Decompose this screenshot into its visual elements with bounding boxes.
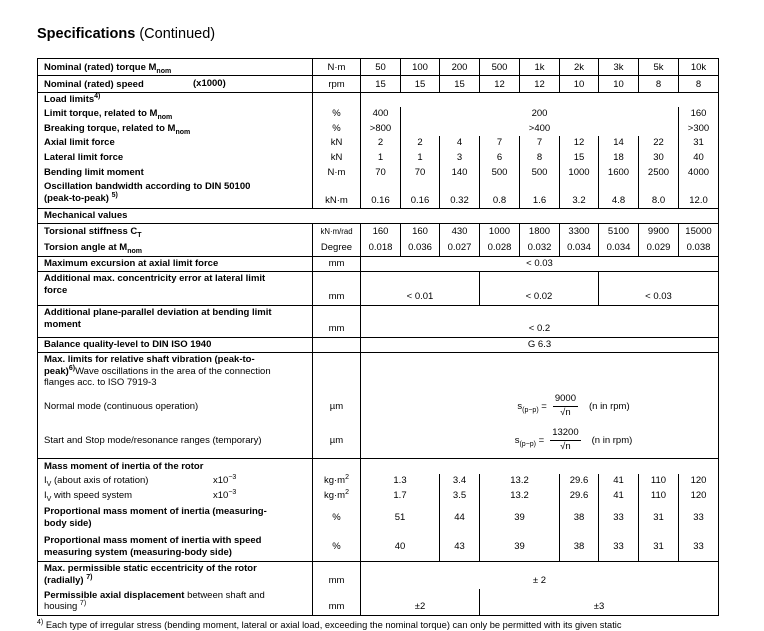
value-cell: 9900 <box>639 224 679 240</box>
value-cell: < 0.01 <box>361 272 480 306</box>
table-row <box>38 533 719 562</box>
formula-numerator: 13200 <box>550 428 580 441</box>
table-row <box>38 504 719 533</box>
table-row <box>38 391 719 423</box>
value-cell: 5k <box>639 59 679 76</box>
unit-cell <box>313 459 361 474</box>
table-row <box>38 224 719 240</box>
value-cell: 0.034 <box>560 240 599 257</box>
value-cell: 0.16 <box>361 180 401 209</box>
table-row <box>38 562 719 589</box>
table-row <box>38 423 719 459</box>
row-label: Additional max. concentricity error at lateral limit force <box>38 272 313 306</box>
value-cell: 0.036 <box>401 240 440 257</box>
value-cell: 13.2 <box>480 489 560 504</box>
formula-lhs: $s_{(p-p)}$ = <box>517 400 547 414</box>
section-header: Mechanical values <box>38 209 719 224</box>
footnote-text: Each type of irregular stress (bending moment, lateral or axial load, exceeding the nominal torque) can only be permitted with its given static <box>43 619 622 630</box>
spec-table-body <box>38 59 719 615</box>
value-cell: 50 <box>361 59 401 76</box>
value-cell: < 0.03 <box>361 257 719 272</box>
value-cell: 1.3 <box>361 474 440 489</box>
unit-cell: µm <box>313 423 361 459</box>
value-cell <box>361 391 719 423</box>
value-cell: 1k <box>520 59 560 76</box>
value-cell: 2 <box>361 136 401 150</box>
value-cell: 500 <box>480 59 520 76</box>
unit-cell <box>313 353 361 391</box>
row-label: Load limits$^{4)}$ <box>44 93 101 106</box>
value-cell: 1000 <box>560 165 599 180</box>
value-cell: 400 <box>361 107 401 121</box>
value-cell: 18 <box>599 150 639 165</box>
value-cell: 39 <box>480 533 560 562</box>
table-row <box>38 150 719 165</box>
value-cell: 0.16 <box>401 180 440 209</box>
tab-text: $x10^{-3}$ <box>213 489 237 502</box>
formula-fraction <box>553 394 578 419</box>
value-cell: 1 <box>361 150 401 165</box>
value-cell: < 0.2 <box>361 306 719 338</box>
row-label: Additional plane-parallel deviation at bending limit moment <box>38 306 313 338</box>
value-cell: 10 <box>599 76 639 93</box>
table-row <box>38 338 719 353</box>
value-cell: 31 <box>639 504 679 533</box>
formula-fraction <box>550 428 580 453</box>
value-cell: 4.8 <box>599 180 639 209</box>
table-row <box>38 257 719 272</box>
value-cell: 200 <box>440 59 480 76</box>
unit-cell: mm <box>313 562 361 589</box>
value-cell: 430 <box>440 224 480 240</box>
row-label: Torsional stiffness $C_T$ <box>44 226 142 239</box>
table-row <box>38 59 719 76</box>
value-cell: 8.0 <box>639 180 679 209</box>
value-cell: 2500 <box>639 165 679 180</box>
value-cell: 15000 <box>679 224 719 240</box>
value-cell: 29.6 <box>560 474 599 489</box>
unit-cell: mm <box>313 306 361 338</box>
value-cell: 3.2 <box>560 180 599 209</box>
unit-cell <box>313 93 361 107</box>
value-cell: G 6.3 <box>361 338 719 353</box>
value-cell: 13.2 <box>480 474 560 489</box>
row-label: Torsion angle at $M_{nom}$ <box>38 240 313 257</box>
page-title-continued: (Continued) <box>135 26 216 42</box>
row-label: Start and Stop mode/resonance ranges (temporary) <box>38 423 313 459</box>
table-row <box>38 76 719 93</box>
row-label: Maximum excursion at axial limit force <box>38 257 313 272</box>
row-label: Balance quality-level to DIN ISO 1940 <box>38 338 313 353</box>
vibration-limit-formula <box>517 394 629 419</box>
formula-note: (n in rpm) <box>591 434 633 446</box>
value-cell: >800 <box>361 121 401 136</box>
unit-cell: N·m <box>313 59 361 76</box>
value-cell: 500 <box>520 165 560 180</box>
value-cell: >400 <box>401 121 679 136</box>
formula-numerator: 9000 <box>553 394 578 407</box>
table-row <box>38 589 719 616</box>
row-label: Permissible axial displacement between shaft and housing $^{7)}$ <box>44 589 265 613</box>
value-cell: 2 <box>401 136 440 150</box>
row-label: Mass moment of inertia of the rotor <box>44 460 204 472</box>
value-cell: 15 <box>401 76 440 93</box>
value-cell: 40 <box>361 533 440 562</box>
value-cell: 110 <box>639 489 679 504</box>
value-cell: 0.027 <box>440 240 480 257</box>
value-cell: 3300 <box>560 224 599 240</box>
value-cell: < 0.03 <box>599 272 719 306</box>
value-cell: 12 <box>520 76 560 93</box>
unit-cell: mm <box>313 257 361 272</box>
value-cell: 7 <box>520 136 560 150</box>
unit-cell: kN <box>313 150 361 165</box>
value-cell: 38 <box>560 504 599 533</box>
unit-cell: Degree <box>313 240 361 257</box>
value-cell: 51 <box>361 504 440 533</box>
row-label: Proportional mass moment of inertia (measuring- body side) <box>44 506 267 530</box>
table-row <box>38 353 719 391</box>
row-label: Lateral limit force <box>44 151 124 163</box>
value-cell: 4000 <box>679 165 719 180</box>
value-cell: 33 <box>599 504 639 533</box>
table-row <box>38 272 719 306</box>
value-cell: 120 <box>679 489 719 504</box>
value-cell: 33 <box>599 533 639 562</box>
unit-cell: µm <box>313 391 361 423</box>
unit-cell: kN·m/rad <box>313 224 361 240</box>
value-cell <box>361 423 719 459</box>
value-cell: 0.8 <box>480 180 520 209</box>
table-row <box>38 121 719 136</box>
unit-cell: $kg\cdot m^2$ <box>313 489 361 504</box>
unit-cell: % <box>313 533 361 562</box>
page-title <box>37 26 764 43</box>
value-cell: 1800 <box>520 224 560 240</box>
value-cell: 30 <box>639 150 679 165</box>
formula-denominator: √n <box>560 407 571 419</box>
unit-cell <box>313 338 361 353</box>
value-cell: 8 <box>639 76 679 93</box>
value-cell: ±3 <box>480 589 719 616</box>
value-cell: 500 <box>480 165 520 180</box>
table-row <box>38 209 719 224</box>
formula-note: (n in rpm) <box>588 400 630 412</box>
value-cell: 1.7 <box>361 489 440 504</box>
value-cell: 38 <box>560 533 599 562</box>
row-label: Nominal (rated) torque $M_{nom}$ <box>38 59 313 76</box>
value-cell: 200 <box>401 107 679 121</box>
value-cell: 43 <box>440 533 480 562</box>
row-label: Axial limit force <box>44 137 115 149</box>
tab-text: (x1000) <box>193 78 226 90</box>
unit-cell: % <box>313 504 361 533</box>
table-row <box>38 306 719 338</box>
value-cell: 12 <box>560 136 599 150</box>
row-label: Max. limits for relative shaft vibration (peak-to- peak)$^{6)}$Wave oscillations in the area of the connection flanges acc. to ISO 7919-3 <box>44 354 271 389</box>
value-cell: 1600 <box>599 165 639 180</box>
value-cell: 4 <box>440 136 480 150</box>
value-cell: 6 <box>480 150 520 165</box>
value-cell: 0.029 <box>639 240 679 257</box>
value-cell: 120 <box>679 474 719 489</box>
value-cell <box>361 459 719 474</box>
value-cell: 5100 <box>599 224 639 240</box>
row-label: Normal mode (continuous operation) <box>44 400 199 412</box>
value-cell: 33 <box>679 504 719 533</box>
value-cell: 140 <box>440 165 480 180</box>
unit-cell: mm <box>313 272 361 306</box>
value-cell: 3.5 <box>440 489 480 504</box>
table-row <box>38 459 719 474</box>
table-row <box>38 180 719 209</box>
value-cell: 1 <box>401 150 440 165</box>
value-cell: 31 <box>679 136 719 150</box>
value-cell: 15 <box>440 76 480 93</box>
value-cell: 3 <box>440 150 480 165</box>
value-cell: 22 <box>639 136 679 150</box>
value-cell: 1000 <box>480 224 520 240</box>
value-cell: 160 <box>679 107 719 121</box>
row-label: Bending limit moment <box>44 166 144 178</box>
value-cell: 160 <box>401 224 440 240</box>
value-cell: 0.034 <box>599 240 639 257</box>
page-title-main: Specifications <box>37 26 136 42</box>
value-cell: 31 <box>639 533 679 562</box>
value-cell: 160 <box>361 224 401 240</box>
value-cell: 12.0 <box>679 180 719 209</box>
value-cell: 2k <box>560 59 599 76</box>
formula-lhs: $s_{(p-p)}$ = <box>514 434 545 448</box>
table-row <box>38 93 719 107</box>
unit-cell: % <box>313 107 361 121</box>
unit-cell: kN <box>313 136 361 150</box>
unit-cell: N·m <box>313 165 361 180</box>
value-cell: 29.6 <box>560 489 599 504</box>
value-cell: 8 <box>520 150 560 165</box>
value-cell <box>361 93 719 107</box>
value-cell: 0.038 <box>679 240 719 257</box>
value-cell: 10 <box>560 76 599 93</box>
value-cell: 1.6 <box>520 180 560 209</box>
value-cell: 15 <box>361 76 401 93</box>
table-row <box>38 240 719 257</box>
value-cell: 14 <box>599 136 639 150</box>
value-cell: 70 <box>401 165 440 180</box>
unit-cell: kN·m <box>313 180 361 209</box>
value-cell: 41 <box>599 474 639 489</box>
tab-text: $x10^{-3}$ <box>213 474 237 487</box>
value-cell <box>361 353 719 391</box>
value-cell: 41 <box>599 489 639 504</box>
row-label: Proportional mass moment of inertia with speed measuring system (measuring-body side) <box>38 533 313 562</box>
value-cell: 12 <box>480 76 520 93</box>
value-cell: ±2 <box>361 589 480 616</box>
unit-cell: $kg\cdot m^2$ <box>313 474 361 489</box>
footnote <box>37 620 761 631</box>
value-cell: 10k <box>679 59 719 76</box>
value-cell: 39 <box>480 504 560 533</box>
value-cell: 3.4 <box>440 474 480 489</box>
formula-denominator: √n <box>560 440 571 452</box>
row-label: Max. permissible static eccentricity of the rotor (radially) $^{7)}$ <box>44 563 257 586</box>
value-cell: 0.028 <box>480 240 520 257</box>
unit-cell: % <box>313 121 361 136</box>
value-cell: ± 2 <box>361 562 719 589</box>
value-cell: 110 <box>639 474 679 489</box>
table-row <box>38 136 719 150</box>
value-cell: 33 <box>679 533 719 562</box>
value-cell: 0.32 <box>440 180 480 209</box>
row-label: $I_V$ with speed system $x10^{-3}$ <box>44 489 237 504</box>
row-label: Limit torque, related to $M_{nom}$ <box>44 108 173 121</box>
vibration-limit-formula <box>515 428 633 453</box>
value-cell: 8 <box>679 76 719 93</box>
specifications-table <box>37 58 719 615</box>
unit-cell: mm <box>313 589 361 616</box>
value-cell: 100 <box>401 59 440 76</box>
unit-cell: rpm <box>313 76 361 93</box>
value-cell: 7 <box>480 136 520 150</box>
table-row <box>38 107 719 121</box>
row-label: $I_V$ (about axis of rotation) $x10^{-3}$ <box>44 474 237 489</box>
value-cell: 0.032 <box>520 240 560 257</box>
footnote-marker: 4) <box>37 618 44 626</box>
value-cell: 15 <box>560 150 599 165</box>
table-row <box>38 165 719 180</box>
value-cell: 70 <box>361 165 401 180</box>
row-label: Nominal (rated) speed (x1000) <box>38 76 313 93</box>
table-row <box>38 489 719 504</box>
row-label: Oscillation bandwidth according to DIN 50100 (peak-to-peak) $^{5)}$ <box>38 180 313 209</box>
value-cell: >300 <box>679 121 719 136</box>
row-label: Breaking torque, related to $M_{nom}$ <box>44 122 191 136</box>
value-cell: 0.018 <box>361 240 401 257</box>
value-cell: < 0.02 <box>480 272 599 306</box>
value-cell: 3k <box>599 59 639 76</box>
value-cell: 44 <box>440 504 480 533</box>
value-cell: 40 <box>679 150 719 165</box>
table-row <box>38 474 719 489</box>
